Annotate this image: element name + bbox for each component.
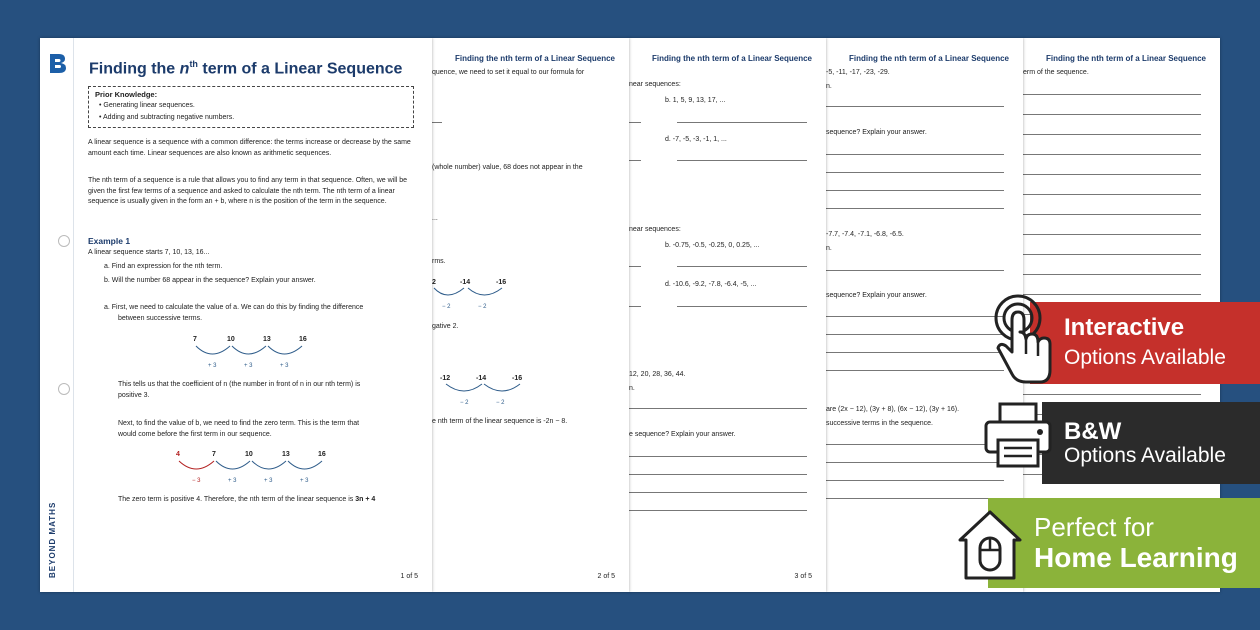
punch-hole bbox=[58, 235, 70, 247]
zero-term-text-cont: would come before the first term in our sequence. bbox=[118, 431, 272, 438]
home-title: Perfect for bbox=[1034, 512, 1154, 542]
example-heading: Example 1 bbox=[88, 236, 131, 246]
svg-text:+ 3: + 3 bbox=[264, 478, 273, 484]
svg-text:− 2: − 2 bbox=[460, 400, 469, 406]
text: successive terms in the sequence. bbox=[826, 420, 933, 427]
touch-hand-icon bbox=[992, 294, 1056, 388]
page-header: Finding the nth term of a Linear Sequence bbox=[651, 54, 812, 63]
question-a: a. Find an expression for the nth term. bbox=[104, 263, 223, 270]
nth-term-paragraph: The nth term of a sequence is a rule that allows you to find any term in that sequence. Often, we will be given the first few terms of a sequence and asked to calculate the nth term. The nth term of a linear sequence is usually given in the form an + b, where n is the position of the term in the sequence. bbox=[88, 177, 408, 205]
margin bbox=[40, 38, 74, 592]
text: gative 2. bbox=[432, 323, 459, 330]
svg-text:-12: -12 bbox=[440, 375, 451, 382]
text: -7.7, -7.4, -7.1, -6.8, -6.5. bbox=[826, 231, 904, 238]
page-header: Finding the nth term of a Linear Sequence bbox=[454, 54, 615, 63]
text: n. bbox=[629, 385, 635, 392]
text: are (2x − 12), (3y + 8), (6x − 12), (3y + 16). bbox=[826, 406, 960, 413]
interactive-title: Interactive bbox=[1064, 314, 1185, 341]
sequence-diagram-2 bbox=[172, 447, 342, 487]
zero-term-text: Next, to find the value of b, we need to find the zero term. This is the term that bbox=[118, 420, 360, 427]
worksheet-page-1 bbox=[40, 38, 432, 592]
text: erm of the sequence. bbox=[1023, 69, 1089, 76]
text: sequence? Explain your answer. bbox=[826, 292, 927, 299]
svg-text:10: 10 bbox=[245, 451, 253, 458]
punch-hole bbox=[58, 383, 70, 395]
page-header: Finding the nth term of a Linear Sequence bbox=[848, 54, 1009, 63]
worksheet-page-3 bbox=[629, 38, 826, 592]
svg-text:10: 10 bbox=[227, 336, 235, 343]
bw-subtitle: Options Available bbox=[1064, 444, 1226, 467]
question-b: b. -0.75, -0.5, -0.25, 0, 0.25, ... bbox=[665, 242, 760, 249]
question-b: b. 1, 5, 9, 13, 17, ... bbox=[665, 97, 726, 104]
question-d: d. -10.6, -9.2, -7.8, -6.4, -5, ... bbox=[665, 281, 757, 288]
page-number: 2 of 5 bbox=[597, 573, 615, 580]
svg-text:+ 3: + 3 bbox=[208, 363, 217, 369]
svg-text:7: 7 bbox=[212, 451, 216, 458]
svg-text:4: 4 bbox=[176, 451, 180, 458]
sequence-diagram-1 bbox=[190, 332, 320, 372]
text: n. bbox=[826, 83, 832, 90]
text: e sequence? Explain your answer. bbox=[629, 431, 736, 438]
text: (whole number) value, 68 does not appear in the bbox=[432, 164, 583, 171]
svg-text:+ 3: + 3 bbox=[244, 363, 253, 369]
svg-text:+ 3: + 3 bbox=[280, 363, 289, 369]
interactive-badge[interactable] bbox=[1030, 302, 1260, 384]
answer-a-cont: between successive terms. bbox=[118, 315, 203, 322]
svg-text:2: 2 bbox=[432, 279, 436, 286]
svg-text:-14: -14 bbox=[460, 279, 471, 286]
page-number: 1 of 5 bbox=[400, 573, 418, 580]
text: -5, -11, -17, -23, -29. bbox=[826, 69, 890, 76]
svg-text:+ 3: + 3 bbox=[228, 478, 237, 484]
svg-text:-16: -16 bbox=[496, 279, 507, 286]
svg-text:− 2: − 2 bbox=[496, 400, 505, 406]
page-header: Finding the nth term of a Linear Sequence bbox=[1045, 54, 1206, 63]
printer-icon bbox=[982, 400, 1054, 470]
text: near sequences: bbox=[629, 226, 681, 233]
text: quence, we need to set it equal to our formula for bbox=[432, 69, 585, 76]
svg-text:-16: -16 bbox=[512, 375, 523, 382]
svg-text:13: 13 bbox=[263, 336, 271, 343]
beyond-logo-icon bbox=[47, 52, 67, 74]
text: rms. bbox=[432, 258, 446, 265]
bw-badge[interactable] bbox=[1042, 402, 1260, 484]
svg-text:-14: -14 bbox=[476, 375, 487, 382]
page-title: Finding the $n^{th}$ term of a Linear Sequence bbox=[89, 59, 403, 78]
prior-knowledge-box: Prior Knowledge: • Generating linear sequences. • Adding and subtracting negative numbers. bbox=[88, 86, 414, 128]
text: 12, 20, 28, 36, 44. bbox=[629, 371, 686, 378]
svg-text:− 2: − 2 bbox=[478, 304, 487, 310]
example-intro: A linear sequence starts 7, 10, 13, 16... bbox=[88, 249, 210, 256]
page-number: 3 of 5 bbox=[794, 573, 812, 580]
answer-a: a. First, we need to calculate the value of a. We can do this by finding the difference bbox=[104, 304, 364, 311]
bw-title: B&W bbox=[1064, 418, 1122, 445]
svg-text:+ 3: + 3 bbox=[300, 478, 309, 484]
text: sequence? Explain your answer. bbox=[826, 129, 927, 136]
svg-text:7: 7 bbox=[193, 336, 197, 343]
text: e nth term of the linear sequence is -2n − 8. bbox=[432, 418, 568, 425]
home-learning-badge[interactable] bbox=[988, 498, 1260, 588]
coefficient-text: This tells us that the coefficient of n (the number in front of n in our nth term) is bbox=[118, 381, 361, 388]
interactive-subtitle: Options Available bbox=[1064, 346, 1226, 369]
question-d: d. -7, -5, -3, -1, 1, ... bbox=[665, 136, 727, 143]
question-b: b. Will the number 68 appear in the sequence? Explain your answer. bbox=[104, 277, 316, 284]
coefficient-text-cont: positive 3. bbox=[118, 392, 150, 399]
worksheet-page-2 bbox=[432, 38, 629, 592]
svg-text:16: 16 bbox=[318, 451, 326, 458]
svg-text:16: 16 bbox=[299, 336, 307, 343]
svg-text:13: 13 bbox=[282, 451, 290, 458]
house-mouse-icon bbox=[954, 506, 1026, 582]
home-subtitle: Home Learning bbox=[1034, 542, 1238, 573]
svg-text:− 2: − 2 bbox=[442, 304, 451, 310]
text: ... bbox=[432, 215, 438, 222]
svg-text:− 3: − 3 bbox=[192, 478, 201, 484]
brand-label: BEYOND MATHS bbox=[48, 501, 57, 578]
intro-paragraph: A linear sequence is a sequence with a common difference: the terms increase or decrease by the same amount each time. Linear sequences are also known as arithmetic sequences. bbox=[88, 139, 411, 157]
sequence-diagram bbox=[432, 272, 532, 312]
text: n. bbox=[826, 245, 832, 252]
text: near sequences: bbox=[629, 81, 681, 88]
conclusion-text: The zero term is positive 4. Therefore, the nth term of the linear sequence is 3n + 4 bbox=[118, 496, 376, 503]
sequence-diagram bbox=[432, 368, 542, 408]
